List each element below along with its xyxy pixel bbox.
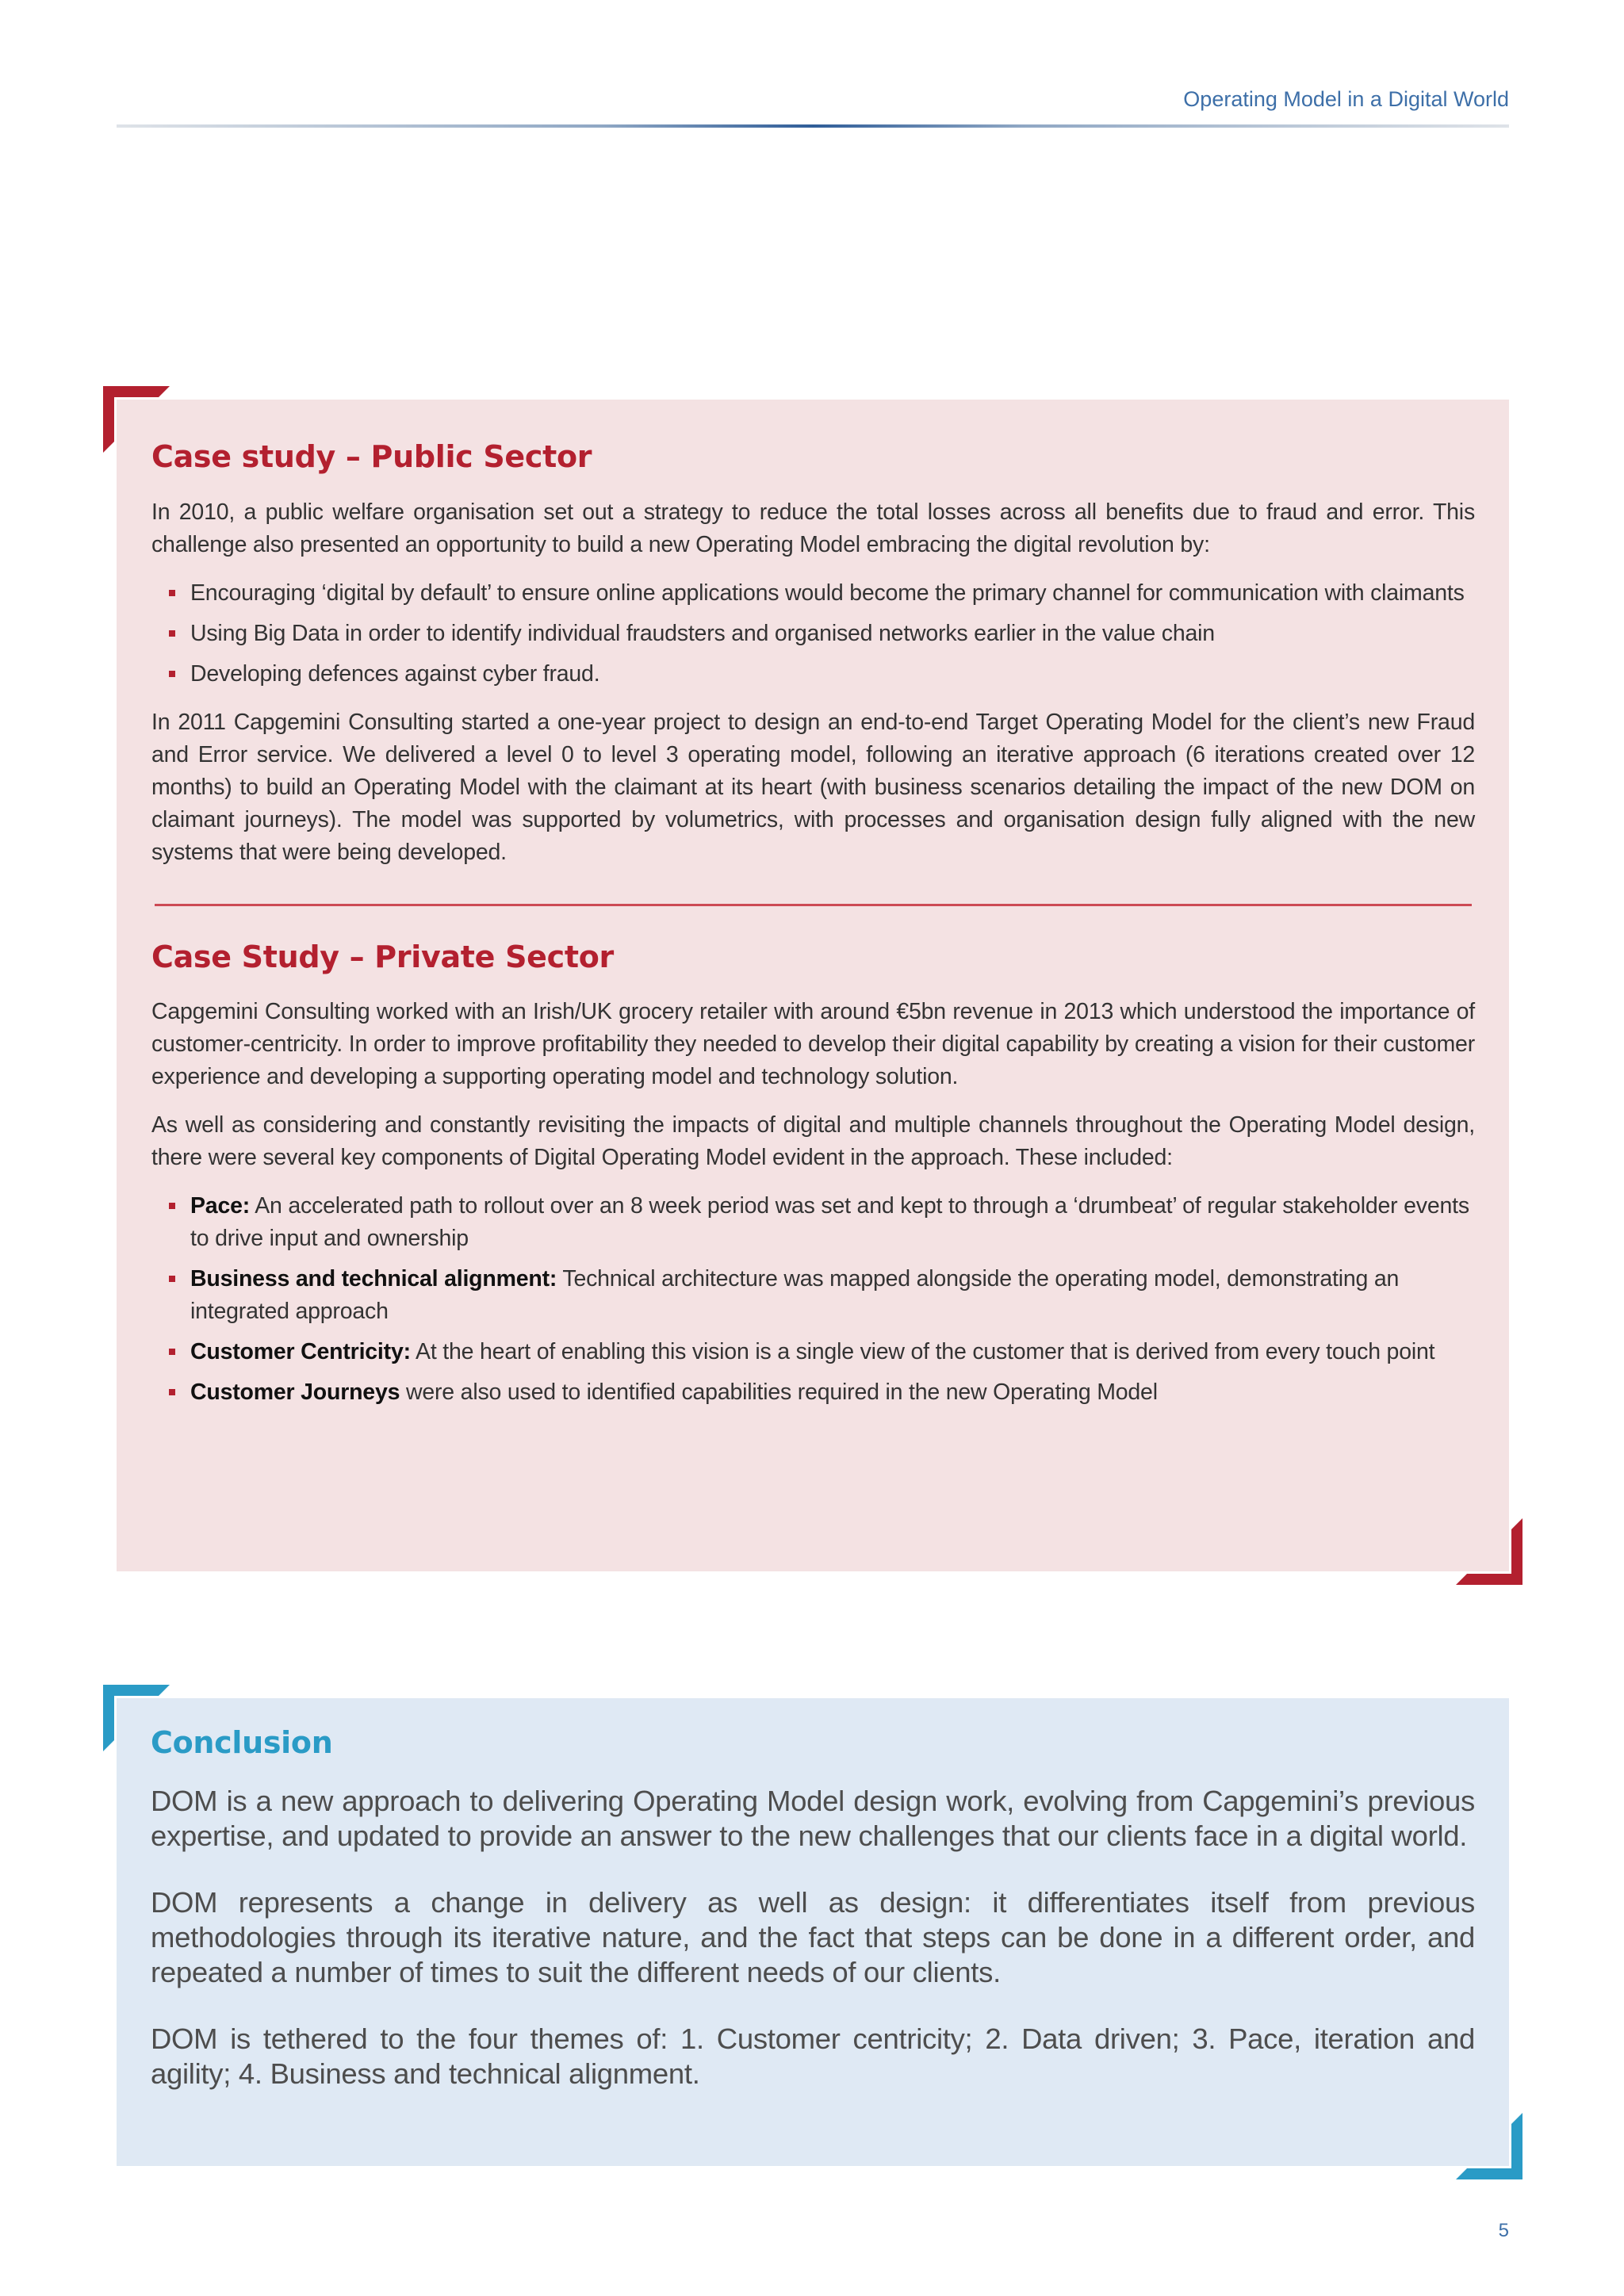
public-sector-intro: In 2010, a public welfare organisation set out a strategy to reduce the total losses across all benefits due to fraud and error. This challenge also presented an opportunity to build a new Operating Model embracing the digital revolution by: [151,499,1475,557]
conclusion-box [117,1698,1509,2166]
list-item: Customer Journeys were also used to identified capabilities required in the new Operating Model [190,1376,1475,1409]
list-item: Pace: An accelerated path to rollout over an 8 week period was set and kept to through a ‘drumbeat’ of regular stakeholder events to drive input and ownership [190,1190,1475,1255]
header-divider [117,124,1509,128]
conclusion-heading: Conclusion [151,1725,333,1760]
list-item: Developing defences against cyber fraud. [190,658,1475,691]
page-number: 5 [1498,2220,1509,2241]
private-sector-bullet-list [151,1190,1475,1409]
conclusion-paragraph-2: DOM represents a change in delivery as well as design: it differentiates itself from previous methodologies through its iterative nature, and the fact that steps can be done in a different order, and repeated a number of times to suit the different needs of our clients. [151,1885,1475,1988]
public-sector-body: In 2011 Capgemini Consulting started a one-year project to design an end-to-end Target Operating Model for the client’s new Fraud and Error service. We delivered a level 0 to level 3 operating model, following an iterative approach (6 iterations created over 12 months) to build an Operating Model with the claimant at its heart (with business scenarios detailing the impact of the new DOM on claimant journeys). The model was supported by volumetrics, with processes and organisation design fully aligned with the new systems that were being developed. [151,709,1475,865]
conclusion-paragraph-3: DOM is tethered to the four themes of: 1. Customer centricity; 2. Data driven; 3. Pace, iteration and agility; 4. Business and technical alignment. [151,2022,1475,2090]
bullet-square-icon [169,1203,175,1209]
bullet-square-icon [169,1349,175,1355]
bullet-square-icon [169,1389,175,1395]
case-studies-box [117,400,1509,1571]
list-item: Business and technical alignment: Technical architecture was mapped alongside the operating model, demonstrating an integrated approach [190,1263,1475,1328]
running-header-title: Operating Model in a Digital World [1183,87,1509,111]
conclusion-paragraph-1: DOM is a new approach to delivering Operating Model design work, evolving from Capgemini’s previous expertise, and updated to provide an answer to the new challenges that our clients face in a digital world. [151,1784,1475,1852]
section-divider [155,904,1472,906]
list-item: Encouraging ‘digital by default’ to ensure online applications would become the primary channel for communication with claimants [190,577,1475,610]
private-sector-heading: Case Study – Private Sector [151,939,614,974]
private-sector-para-2: As well as considering and constantly revisiting the impacts of digital and multiple channels throughout the Operating Model design, there were several key components of Digital Operating Model evident in the approach. These included: [151,1112,1475,1171]
private-sector-para-1: Capgemini Consulting worked with an Irish/UK grocery retailer with around €5bn revenue in 2013 which understood the importance of customer-centricity. In order to improve profitability they needed to develop their digital capability by creating a vision for their customer experience and developing a supporting operating model and technology solution. [151,999,1475,1090]
bullet-square-icon [169,1276,175,1282]
public-sector-heading: Case study – Public Sector [151,439,592,474]
bullet-square-icon [169,590,175,596]
bullet-square-icon [169,671,175,677]
bullet-square-icon [169,630,175,637]
list-item: Using Big Data in order to identify individual fraudsters and organised networks earlier in the value chain [190,618,1475,650]
public-sector-bullet-list [151,577,1475,691]
list-item: Customer Centricity: At the heart of enabling this vision is a single view of the customer that is derived from every touch point [190,1336,1475,1368]
